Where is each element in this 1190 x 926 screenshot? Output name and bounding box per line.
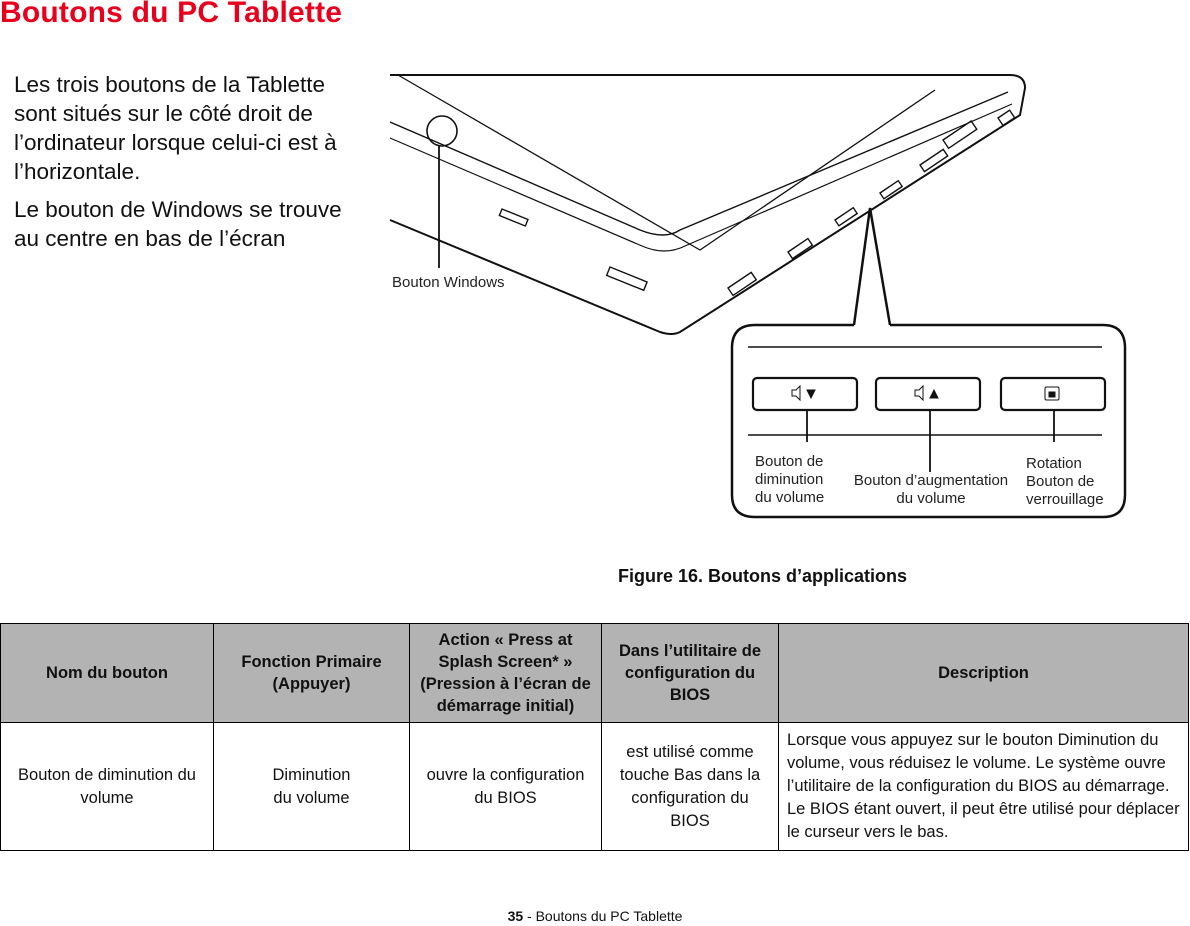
buttons-table — [0, 623, 1189, 851]
table-header: Action « Press at Splash Screen* » (Pression à l’écran de démarrage initial) — [410, 624, 602, 723]
tablet-figure — [380, 70, 1140, 530]
volume-down-button — [753, 378, 857, 410]
table-cell: est utilisé comme touche Bas dans la configuration du BIOS — [602, 723, 779, 851]
rotation-lock-label: Rotation Bouton de verrouillage — [1026, 455, 1104, 508]
table-cell: ouvre la configuration du BIOS — [410, 723, 602, 851]
table-cell: Lorsque vous appuyez sur le bouton Diminution du volume, vous réduisez le volume. Le système ouvre l’utilitaire de la configuration du BIOS au démarrage. Le BIOS étant ouvert, il peut être utilisé pour déplacer le curseur vers le bas. — [779, 723, 1189, 851]
page-title: Boutons du PC Tablette — [0, 0, 343, 29]
table-cell: Diminution du volume — [214, 723, 410, 851]
figure-caption: Figure 16. Boutons d’applications — [618, 566, 908, 586]
table-header: Dans l’utilitaire de configuration du BIOS — [602, 624, 779, 723]
volume-down-label: Bouton de diminution du volume — [755, 453, 825, 506]
tablet-outline — [390, 75, 1025, 334]
windows-button-label: Bouton Windows — [392, 274, 505, 291]
footer-text: - Boutons du PC Tablette — [523, 908, 683, 924]
table-row — [1, 723, 1189, 851]
table-header: Description — [779, 624, 1189, 723]
tablet-screen-edge — [398, 75, 935, 250]
table-header: Nom du bouton — [1, 624, 214, 723]
page-number: 35 — [507, 908, 524, 924]
page-footer — [0, 908, 1190, 924]
volume-up-label: Bouton d’augmentation du volume — [853, 472, 1009, 507]
volume-up-button — [876, 378, 980, 410]
table-header: Fonction Primaire (Appuyer) — [214, 624, 410, 723]
intro-paragraph-1: Les trois boutons de la Tablette sont situés sur le côté droit de l’ordinateur lorsque celui-ci est à l’horizontale. — [14, 72, 337, 184]
windows-button-icon — [427, 116, 457, 146]
intro-text — [14, 70, 359, 262]
table-header-row — [1, 624, 1189, 723]
intro-paragraph-2: Le bouton de Windows se trouve au centre en bas de l’écran — [14, 197, 342, 251]
table-cell: Bouton de diminution du volume — [1, 723, 214, 851]
